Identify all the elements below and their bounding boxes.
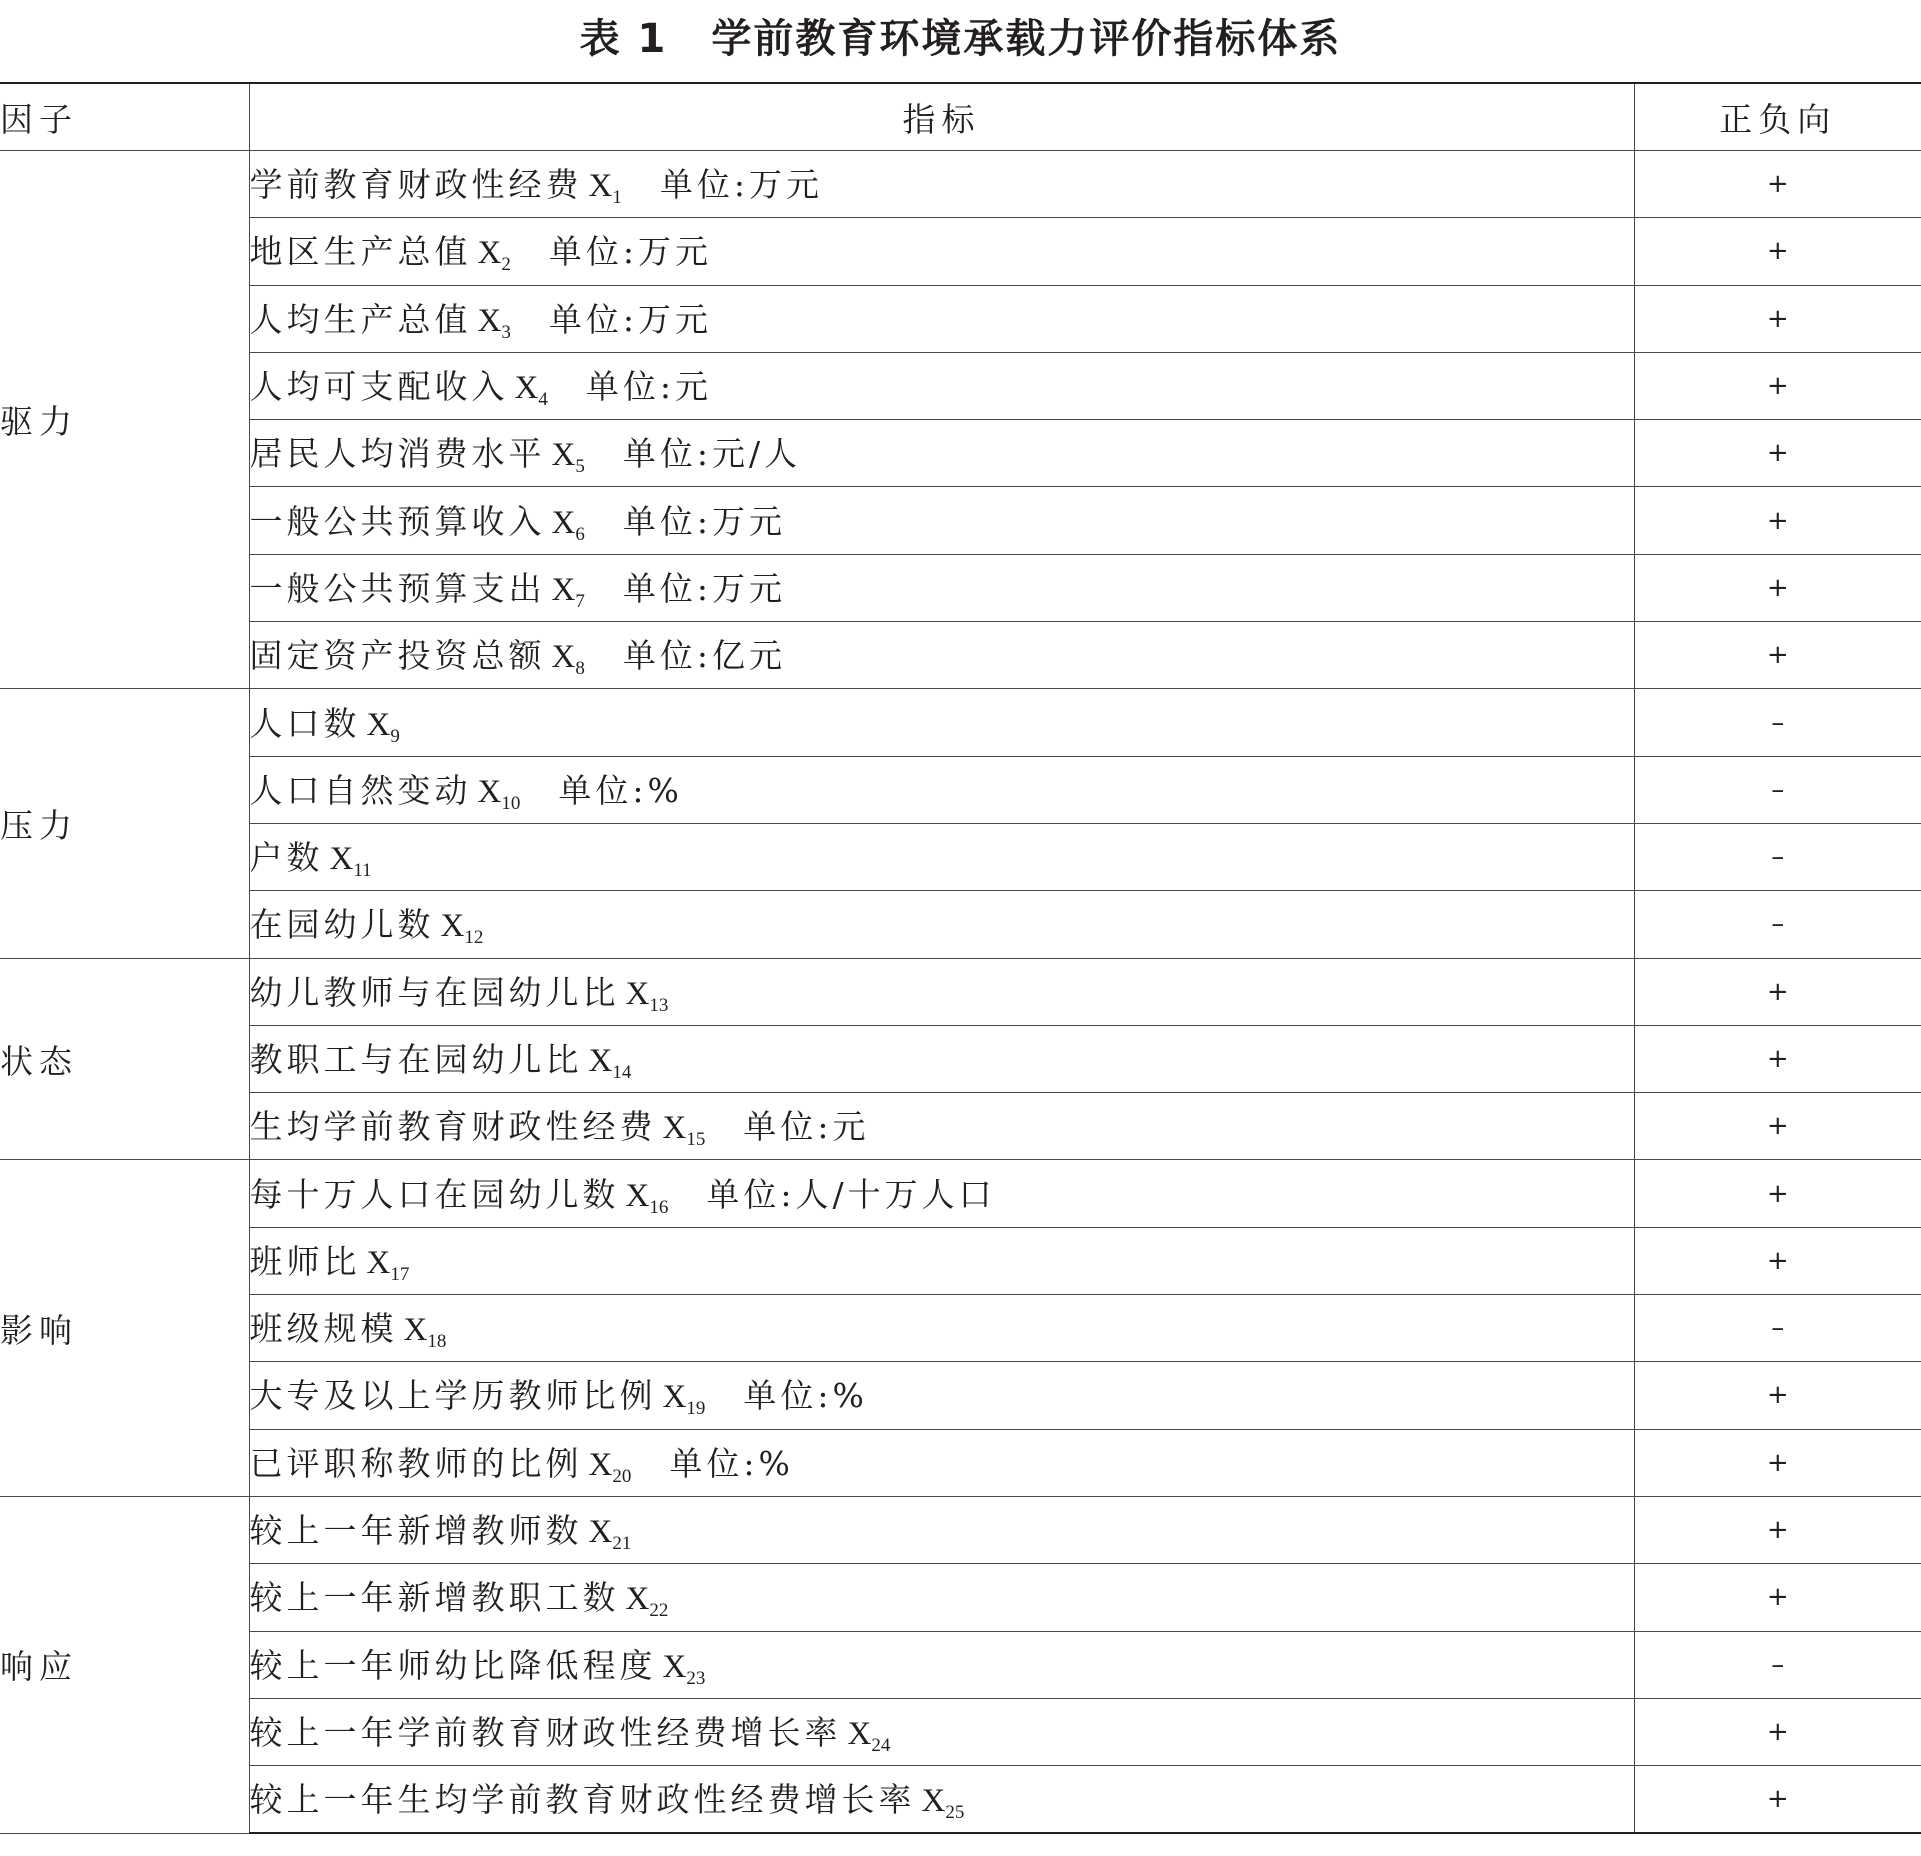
table-body bbox=[0, 151, 1921, 1834]
table-number: 表 1 bbox=[579, 16, 668, 62]
indicator-unit: 单位:万元 bbox=[659, 165, 823, 205]
indicator-unit: 单位:人/十万人口 bbox=[706, 1174, 996, 1214]
indicator-variable bbox=[921, 1783, 965, 1824]
indicator-cell bbox=[249, 1564, 1634, 1631]
variable-subscript: 20 bbox=[612, 1465, 632, 1487]
indicator-cell bbox=[249, 1227, 1634, 1294]
variable-subscript: 13 bbox=[649, 994, 669, 1016]
sign-cell: + bbox=[1634, 1766, 1921, 1834]
indicator-name: 已评职称教师的比例 bbox=[249, 1443, 583, 1483]
indicator-cell bbox=[249, 1496, 1634, 1563]
table-row bbox=[0, 756, 1921, 823]
table-row bbox=[0, 352, 1921, 419]
indicator-cell bbox=[249, 1093, 1634, 1160]
indicator-unit: 单位:元 bbox=[585, 367, 712, 407]
table-row bbox=[0, 1766, 1921, 1834]
sign-cell: – bbox=[1634, 1295, 1921, 1362]
indicator-name: 在园幼儿数 bbox=[249, 905, 435, 945]
sign-cell: + bbox=[1634, 1160, 1921, 1227]
header-factor: 因子 bbox=[0, 83, 249, 151]
indicator-cell bbox=[249, 1362, 1634, 1429]
sign-cell: + bbox=[1634, 1698, 1921, 1765]
variable-letter: X bbox=[921, 1783, 946, 1820]
indicator-variable bbox=[662, 1110, 706, 1151]
indicator-variable bbox=[625, 975, 669, 1016]
indicator-unit: 单位:元 bbox=[743, 1107, 870, 1147]
indicator-name: 学前教育财政性经费 bbox=[249, 165, 583, 205]
variable-subscript: 4 bbox=[538, 389, 548, 411]
variable-letter: X bbox=[366, 706, 391, 743]
table-row bbox=[0, 1093, 1921, 1160]
factor-cell: 影响 bbox=[0, 1160, 249, 1496]
sign-cell: + bbox=[1634, 352, 1921, 419]
sign-cell: + bbox=[1634, 151, 1921, 218]
indicator-cell bbox=[249, 352, 1634, 419]
variable-subscript: 10 bbox=[501, 792, 521, 814]
indicator-unit: 单位:元/人 bbox=[622, 434, 802, 474]
indicator-variable bbox=[847, 1715, 891, 1756]
indicator-name: 班师比 bbox=[249, 1241, 361, 1281]
variable-letter: X bbox=[625, 1177, 650, 1214]
sign-cell: + bbox=[1634, 218, 1921, 285]
indicator-variable bbox=[366, 1244, 410, 1285]
indicator-name: 幼儿教师与在园幼儿比 bbox=[249, 972, 620, 1012]
indicator-name: 较上一年生均学前教育财政性经费增长率 bbox=[249, 1780, 916, 1820]
table-row bbox=[0, 622, 1921, 689]
factor-cell: 压力 bbox=[0, 689, 249, 958]
variable-subscript: 16 bbox=[649, 1196, 669, 1218]
indicator-cell bbox=[249, 285, 1634, 352]
indicator-variable bbox=[551, 571, 585, 612]
indicator-variable bbox=[662, 1648, 706, 1689]
indicator-variable bbox=[662, 1379, 706, 1420]
sign-cell: + bbox=[1634, 1496, 1921, 1563]
sign-cell: + bbox=[1634, 1025, 1921, 1092]
indicator-name: 人口数 bbox=[249, 703, 361, 743]
header-row bbox=[0, 83, 1921, 151]
variable-letter: X bbox=[662, 1379, 687, 1416]
indicator-cell bbox=[249, 823, 1634, 890]
table-row bbox=[0, 218, 1921, 285]
indicator-name: 地区生产总值 bbox=[249, 232, 472, 272]
sign-cell: + bbox=[1634, 1362, 1921, 1429]
sign-cell: + bbox=[1634, 285, 1921, 352]
indicator-cell bbox=[249, 1766, 1634, 1834]
indicator-name: 每十万人口在园幼儿数 bbox=[249, 1174, 620, 1214]
table-row bbox=[0, 151, 1921, 218]
variable-letter: X bbox=[588, 1446, 613, 1483]
table-caption bbox=[0, 14, 1921, 64]
variable-subscript: 15 bbox=[686, 1129, 706, 1151]
indicator-name: 大专及以上学历教师比例 bbox=[249, 1376, 657, 1416]
table-row bbox=[0, 1564, 1921, 1631]
table-row bbox=[0, 1496, 1921, 1563]
sign-cell: – bbox=[1634, 891, 1921, 958]
table-row bbox=[0, 487, 1921, 554]
variable-subscript: 11 bbox=[353, 860, 372, 882]
indicator-unit: 单位:万元 bbox=[548, 232, 712, 272]
variable-subscript: 17 bbox=[390, 1263, 410, 1285]
variable-letter: X bbox=[588, 1043, 613, 1079]
header-sign: 正负向 bbox=[1634, 83, 1921, 151]
indicator-name: 一般公共预算支出 bbox=[249, 568, 546, 608]
indicator-variable bbox=[625, 1581, 669, 1622]
variable-subscript: 9 bbox=[390, 725, 400, 747]
variable-letter: X bbox=[329, 841, 354, 878]
table-row bbox=[0, 1698, 1921, 1765]
indicator-variable bbox=[477, 302, 511, 343]
variable-subscript: 14 bbox=[612, 1062, 632, 1083]
indicator-variable bbox=[514, 370, 548, 411]
indicator-unit: 单位:亿元 bbox=[622, 636, 786, 676]
variable-subscript: 23 bbox=[686, 1667, 706, 1689]
indicator-variable bbox=[588, 1514, 632, 1555]
table-row bbox=[0, 958, 1921, 1025]
variable-subscript: 12 bbox=[464, 927, 484, 949]
indicator-variable bbox=[551, 639, 585, 680]
table-row bbox=[0, 420, 1921, 487]
variable-letter: X bbox=[551, 504, 576, 541]
indicator-cell bbox=[249, 487, 1634, 554]
variable-subscript: 21 bbox=[612, 1533, 632, 1555]
variable-letter: X bbox=[477, 773, 502, 810]
indicator-cell bbox=[249, 756, 1634, 823]
indicator-variable bbox=[366, 706, 400, 747]
indicator-cell bbox=[249, 151, 1634, 218]
sign-cell: – bbox=[1634, 689, 1921, 756]
variable-subscript: 22 bbox=[649, 1600, 669, 1622]
indicator-unit: 单位:% bbox=[743, 1376, 868, 1416]
indicator-variable bbox=[403, 1312, 447, 1353]
indicator-name: 人均可支配收入 bbox=[249, 367, 509, 407]
table-title: 学前教育环境承载力评价指标体系 bbox=[711, 16, 1342, 62]
indicator-name: 生均学前教育财政性经费 bbox=[249, 1107, 657, 1147]
header-indicator: 指标 bbox=[249, 83, 1634, 151]
table-row bbox=[0, 1295, 1921, 1362]
indicator-unit: 单位:万元 bbox=[622, 501, 786, 541]
indicator-name: 班级规模 bbox=[249, 1309, 398, 1349]
sign-cell: + bbox=[1634, 622, 1921, 689]
table-row bbox=[0, 1025, 1921, 1092]
indicator-variable bbox=[588, 168, 622, 209]
sign-cell: + bbox=[1634, 1564, 1921, 1631]
variable-letter: X bbox=[625, 1581, 650, 1618]
variable-letter: X bbox=[477, 235, 502, 272]
table-row bbox=[0, 689, 1921, 756]
variable-letter: X bbox=[366, 1244, 391, 1281]
sign-cell: + bbox=[1634, 1093, 1921, 1160]
indicator-table bbox=[0, 82, 1921, 1834]
variable-subscript: 24 bbox=[871, 1734, 891, 1756]
indicator-unit: 单位:% bbox=[669, 1443, 794, 1483]
factor-cell: 状态 bbox=[0, 958, 249, 1160]
indicator-cell bbox=[249, 958, 1634, 1025]
indicator-variable bbox=[551, 504, 585, 545]
indicator-variable bbox=[440, 908, 484, 949]
variable-subscript: 5 bbox=[575, 456, 585, 478]
indicator-cell bbox=[249, 1429, 1634, 1496]
indicator-unit: 单位:万元 bbox=[622, 568, 786, 608]
variable-letter: X bbox=[662, 1110, 687, 1147]
indicator-name: 人口自然变动 bbox=[249, 770, 472, 810]
sign-cell: – bbox=[1634, 756, 1921, 823]
indicator-variable bbox=[588, 1043, 632, 1083]
sign-cell: + bbox=[1634, 420, 1921, 487]
indicator-variable bbox=[625, 1177, 669, 1218]
indicator-cell bbox=[249, 554, 1634, 621]
table-row bbox=[0, 823, 1921, 890]
variable-letter: X bbox=[514, 370, 539, 407]
variable-subscript: 3 bbox=[501, 321, 511, 343]
indicator-cell bbox=[249, 689, 1634, 756]
variable-letter: X bbox=[625, 975, 650, 1012]
indicator-cell bbox=[249, 891, 1634, 958]
indicator-cell bbox=[249, 1631, 1634, 1698]
variable-letter: X bbox=[551, 571, 576, 608]
table-row bbox=[0, 1631, 1921, 1698]
indicator-name: 较上一年新增教师数 bbox=[249, 1511, 583, 1551]
variable-subscript: 19 bbox=[686, 1398, 706, 1420]
variable-subscript: 18 bbox=[427, 1331, 447, 1353]
indicator-cell bbox=[249, 218, 1634, 285]
variable-letter: X bbox=[477, 302, 502, 339]
indicator-unit: 单位:% bbox=[558, 770, 683, 810]
indicator-name: 较上一年师幼比降低程度 bbox=[249, 1645, 657, 1685]
table-row bbox=[0, 1160, 1921, 1227]
table-row bbox=[0, 1227, 1921, 1294]
indicator-name: 教职工与在园幼儿比 bbox=[249, 1040, 583, 1079]
indicator-variable bbox=[477, 773, 521, 814]
factor-cell: 响应 bbox=[0, 1496, 249, 1833]
table-row bbox=[0, 1429, 1921, 1496]
variable-letter: X bbox=[551, 437, 576, 474]
variable-subscript: 1 bbox=[612, 187, 622, 209]
indicator-cell bbox=[249, 622, 1634, 689]
variable-letter: X bbox=[403, 1312, 428, 1349]
indicator-cell bbox=[249, 1160, 1634, 1227]
indicator-cell bbox=[249, 1295, 1634, 1362]
variable-letter: X bbox=[440, 908, 465, 945]
indicator-name: 居民人均消费水平 bbox=[249, 434, 546, 474]
indicator-variable bbox=[551, 437, 585, 478]
table-row bbox=[0, 285, 1921, 352]
variable-letter: X bbox=[847, 1715, 872, 1752]
table-row bbox=[0, 1362, 1921, 1429]
indicator-name: 较上一年新增教职工数 bbox=[249, 1578, 620, 1618]
indicator-name: 人均生产总值 bbox=[249, 299, 472, 339]
indicator-name: 固定资产投资总额 bbox=[249, 636, 546, 676]
table-row bbox=[0, 891, 1921, 958]
indicator-variable bbox=[588, 1446, 632, 1487]
table-row bbox=[0, 554, 1921, 621]
variable-subscript: 6 bbox=[575, 523, 585, 545]
sign-cell: – bbox=[1634, 823, 1921, 890]
indicator-cell bbox=[249, 1698, 1634, 1765]
variable-letter: X bbox=[551, 639, 576, 676]
variable-letter: X bbox=[588, 1514, 613, 1551]
sign-cell: + bbox=[1634, 487, 1921, 554]
indicator-name: 较上一年学前教育财政性经费增长率 bbox=[249, 1712, 842, 1752]
sign-cell: + bbox=[1634, 554, 1921, 621]
variable-subscript: 2 bbox=[501, 254, 511, 276]
indicator-cell bbox=[249, 1025, 1634, 1092]
sign-cell: – bbox=[1634, 1631, 1921, 1698]
sign-cell: + bbox=[1634, 1227, 1921, 1294]
variable-subscript: 8 bbox=[575, 658, 585, 680]
indicator-name: 一般公共预算收入 bbox=[249, 501, 546, 541]
sign-cell: + bbox=[1634, 958, 1921, 1025]
variable-letter: X bbox=[662, 1648, 687, 1685]
variable-letter: X bbox=[588, 168, 613, 205]
variable-subscript: 7 bbox=[575, 590, 585, 612]
indicator-name: 户数 bbox=[249, 838, 324, 878]
factor-cell: 驱力 bbox=[0, 151, 249, 689]
indicator-unit: 单位:万元 bbox=[548, 299, 712, 339]
indicator-variable bbox=[329, 841, 372, 882]
indicator-variable bbox=[477, 235, 511, 276]
variable-subscript: 25 bbox=[945, 1802, 965, 1824]
indicator-cell bbox=[249, 420, 1634, 487]
sign-cell: + bbox=[1634, 1429, 1921, 1496]
